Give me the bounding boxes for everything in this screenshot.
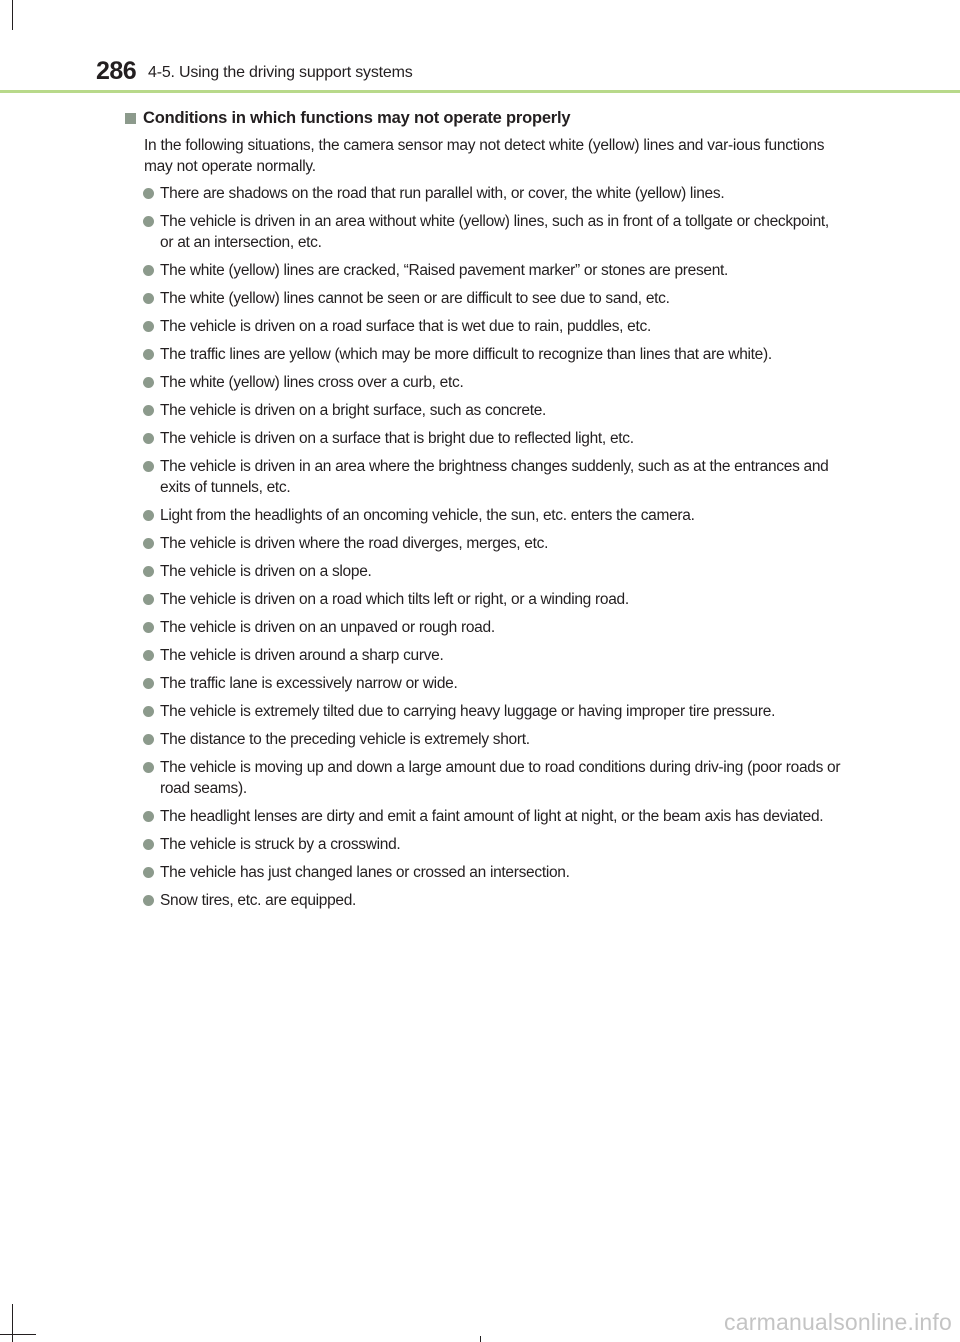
list-item-text: The vehicle is driven on a slope. [160, 563, 372, 580]
list-item [125, 862, 845, 883]
list-item-text: The traffic lines are yellow (which may be more difficult to recognize than lines that are white). [160, 346, 772, 363]
circle-bullet-icon [143, 433, 154, 444]
circle-bullet-icon [143, 678, 154, 689]
circle-bullet-icon [143, 594, 154, 605]
crop-mark-bottom-center [480, 1336, 481, 1342]
list-item-text: The headlight lenses are dirty and emit a faint amount of light at night, or the beam axis has deviated. [160, 808, 824, 825]
circle-bullet-icon [143, 321, 154, 332]
list-item-text: The vehicle is driven around a sharp curve. [160, 647, 444, 664]
list-item-text: The vehicle is driven in an area without white (yellow) lines, such as in front of a tollgate or checkpoint, or at an intersection, etc. [160, 213, 829, 251]
list-item-text: The white (yellow) lines are cracked, “Raised pavement marker” or stones are present. [160, 262, 729, 279]
list-item-text: The white (yellow) lines cross over a curb, etc. [160, 374, 464, 391]
circle-bullet-icon [143, 650, 154, 661]
list-item [125, 288, 845, 309]
square-bullet-icon [125, 113, 136, 124]
list-item-text: The vehicle is extremely tilted due to carrying heavy luggage or having improper tire pressure. [160, 703, 776, 720]
list-item [125, 673, 845, 694]
list-item [125, 316, 845, 337]
list-item [125, 561, 845, 582]
list-item-text: The vehicle is moving up and down a large amount due to road conditions during driv-ing (poor roads or road seams). [160, 759, 841, 797]
circle-bullet-icon [143, 811, 154, 822]
list-item [125, 505, 845, 526]
list-item [125, 890, 845, 911]
page-number: 286 [96, 57, 137, 85]
list-item [125, 701, 845, 722]
list-item-text: Light from the headlights of an oncoming vehicle, the sun, etc. enters the camera. [160, 507, 695, 524]
list-item-text: The vehicle is driven on a surface that is bright due to reflected light, etc. [160, 430, 634, 447]
list-item-text: The vehicle is driven in an area where the brightness changes suddenly, such as at the entrances and exits of tunnels, etc. [160, 458, 829, 496]
circle-bullet-icon [143, 293, 154, 304]
list-item [125, 834, 845, 855]
circle-bullet-icon [143, 216, 154, 227]
list-item [125, 757, 845, 799]
section-title: 4-5. Using the driving support systems [148, 64, 413, 81]
circle-bullet-icon [143, 538, 154, 549]
conditions-list [125, 183, 845, 911]
list-item-text: There are shadows on the road that run parallel with, or cover, the white (yellow) lines. [160, 185, 725, 202]
list-item-text: The vehicle is struck by a crosswind. [160, 836, 401, 853]
list-item-text: The distance to the preceding vehicle is extremely short. [160, 731, 530, 748]
list-item [125, 183, 845, 204]
list-item [125, 428, 845, 449]
list-item-text: The vehicle is driven where the road diverges, merges, etc. [160, 535, 549, 552]
circle-bullet-icon [143, 188, 154, 199]
section-heading-text: Conditions in which functions may not operate properly [143, 109, 571, 127]
circle-bullet-icon [143, 566, 154, 577]
list-item-text: The white (yellow) lines cannot be seen or are difficult to see due to sand, etc. [160, 290, 670, 307]
section-heading [125, 106, 845, 130]
circle-bullet-icon [143, 265, 154, 276]
list-item [125, 344, 845, 365]
crop-mark-bottom-left-v [12, 1304, 13, 1342]
list-item [125, 372, 845, 393]
circle-bullet-icon [143, 377, 154, 388]
circle-bullet-icon [143, 839, 154, 850]
list-item-text: The vehicle is driven on a road which tilts left or right, or a winding road. [160, 591, 629, 608]
list-item [125, 260, 845, 281]
list-item-text: Snow tires, etc. are equipped. [160, 892, 357, 909]
circle-bullet-icon [143, 734, 154, 745]
list-item [125, 400, 845, 421]
circle-bullet-icon [143, 706, 154, 717]
header-rule [0, 90, 960, 93]
list-item [125, 729, 845, 750]
list-item-text: The vehicle is driven on a road surface that is wet due to rain, puddles, etc. [160, 318, 651, 335]
list-item [125, 211, 845, 253]
list-item-text: The vehicle is driven on an unpaved or rough road. [160, 619, 495, 636]
circle-bullet-icon [143, 895, 154, 906]
circle-bullet-icon [143, 510, 154, 521]
circle-bullet-icon [143, 762, 154, 773]
main-content [125, 106, 845, 918]
crop-mark-top-left-v [12, 0, 13, 30]
crop-mark-bottom-left-h [0, 1334, 36, 1335]
circle-bullet-icon [143, 461, 154, 472]
circle-bullet-icon [143, 405, 154, 416]
list-item [125, 456, 845, 498]
list-item-text: The vehicle is driven on a bright surface, such as concrete. [160, 402, 547, 419]
list-item [125, 645, 845, 666]
circle-bullet-icon [143, 867, 154, 878]
circle-bullet-icon [143, 349, 154, 360]
list-item [125, 589, 845, 610]
watermark: carmanualsonline.info [724, 1309, 952, 1335]
circle-bullet-icon [143, 622, 154, 633]
list-item-text: The traffic lane is excessively narrow or wide. [160, 675, 458, 692]
list-item [125, 617, 845, 638]
list-item [125, 533, 845, 554]
list-item [125, 806, 845, 827]
list-item-text: The vehicle has just changed lanes or crossed an intersection. [160, 864, 570, 881]
intro-paragraph: In the following situations, the camera sensor may not detect white (yellow) lines and var-ious functions may not operate normally. [144, 137, 825, 175]
